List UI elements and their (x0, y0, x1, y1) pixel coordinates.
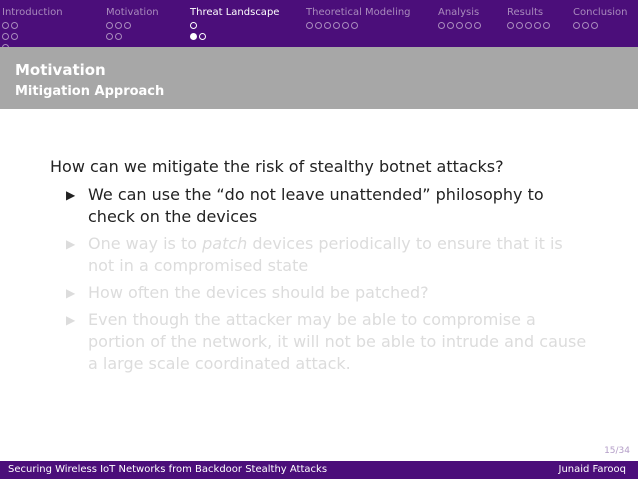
nav-dot-icon[interactable] (190, 33, 197, 40)
bullet-text: Even though the attacker may be able to compromise a portion of the network, it will not be able to intrude and cause a large scale coordinated attack. (88, 310, 587, 373)
triangle-right-icon: ▶ (66, 286, 76, 300)
page-number: 15/34 (604, 446, 630, 456)
bullet-text: How often the devices should be patched? (88, 283, 429, 302)
nav-dots-row (306, 20, 411, 30)
bullet-item (64, 184, 588, 228)
nav-dots-row (106, 20, 159, 30)
nav-dots-row (573, 20, 628, 30)
frame-title-bar (0, 47, 638, 109)
nav-section-title: Results (507, 7, 544, 18)
nav-dot-icon[interactable] (507, 22, 514, 29)
nav-dot-icon[interactable] (573, 22, 580, 29)
bullet-item (64, 233, 588, 277)
nav-dot-icon[interactable] (516, 22, 523, 29)
nav-dot-icon[interactable] (115, 33, 122, 40)
nav-section-introduction[interactable] (2, 7, 63, 47)
nav-dot-icon[interactable] (124, 22, 131, 29)
section-navigation (0, 0, 638, 47)
bullet-list (50, 184, 610, 375)
nav-dot-icon[interactable] (11, 33, 18, 40)
nav-dot-icon[interactable] (306, 22, 313, 29)
triangle-right-icon: ▶ (66, 313, 76, 327)
nav-section-title: Theoretical Modeling (306, 7, 411, 18)
footer-bar (0, 461, 638, 479)
triangle-right-icon: ▶ (66, 188, 76, 202)
nav-dot-icon[interactable] (474, 22, 481, 29)
nav-section-title: Threat Landscape (190, 7, 280, 18)
nav-section-title: Introduction (2, 7, 63, 18)
slide-content (50, 156, 610, 380)
nav-dot-icon[interactable] (525, 22, 532, 29)
bullet-emphasis: patch (202, 234, 248, 253)
nav-dot-icon[interactable] (11, 22, 18, 29)
nav-dot-icon[interactable] (582, 22, 589, 29)
nav-dot-icon[interactable] (199, 33, 206, 40)
frame-subtitle: Mitigation Approach (15, 84, 165, 99)
nav-dot-icon[interactable] (106, 33, 113, 40)
nav-dots-row (438, 20, 483, 30)
nav-dot-icon[interactable] (465, 22, 472, 29)
nav-dots-row (106, 31, 159, 41)
nav-dots-row (190, 20, 279, 30)
question-text: How can we mitigate the risk of stealthy botnet attacks? (50, 157, 504, 176)
bullet-text-continued: devices periodically to ensure that it is not in a compromised state (88, 234, 563, 275)
nav-dot-icon[interactable] (438, 22, 445, 29)
nav-dot-icon[interactable] (324, 22, 331, 29)
footer-author: Junaid Farooq (558, 464, 626, 475)
nav-section-threat-landscape[interactable] (190, 7, 279, 41)
nav-dots-row (2, 31, 63, 41)
nav-dot-icon[interactable] (591, 22, 598, 29)
nav-dot-icon[interactable] (333, 22, 340, 29)
nav-dot-icon[interactable] (534, 22, 541, 29)
nav-dot-icon[interactable] (342, 22, 349, 29)
triangle-right-icon: ▶ (66, 237, 76, 251)
nav-section-conclusion[interactable] (573, 7, 628, 30)
footer-title: Securing Wireless IoT Networks from Backdoor Stealthy Attacks (8, 464, 328, 475)
nav-dots-row (190, 31, 279, 41)
nav-dots-row (507, 20, 552, 30)
nav-dot-icon[interactable] (2, 33, 9, 40)
nav-section-results[interactable] (507, 7, 552, 30)
nav-dot-icon[interactable] (190, 22, 197, 29)
nav-section-title: Analysis (438, 7, 480, 18)
bullet-text: We can use the “do not leave unattended” philosophy to check on the devices (88, 185, 544, 226)
bullet-text: One way is to (88, 234, 203, 253)
nav-dots-row (2, 20, 63, 30)
frame-title: Motivation (15, 61, 106, 79)
bullet-item (64, 282, 588, 304)
bullet-item (64, 309, 588, 375)
nav-dot-icon[interactable] (2, 22, 9, 29)
nav-dot-icon[interactable] (315, 22, 322, 29)
nav-dot-icon[interactable] (106, 22, 113, 29)
nav-dot-icon[interactable] (543, 22, 550, 29)
nav-section-title: Conclusion (573, 7, 628, 18)
nav-section-theoretical-modeling[interactable] (306, 7, 411, 30)
nav-dot-icon[interactable] (456, 22, 463, 29)
nav-dot-icon[interactable] (351, 22, 358, 29)
nav-section-analysis[interactable] (438, 7, 483, 30)
nav-section-title: Motivation (106, 7, 159, 18)
nav-section-motivation[interactable] (106, 7, 159, 41)
nav-dot-icon[interactable] (447, 22, 454, 29)
nav-dot-icon[interactable] (115, 22, 122, 29)
